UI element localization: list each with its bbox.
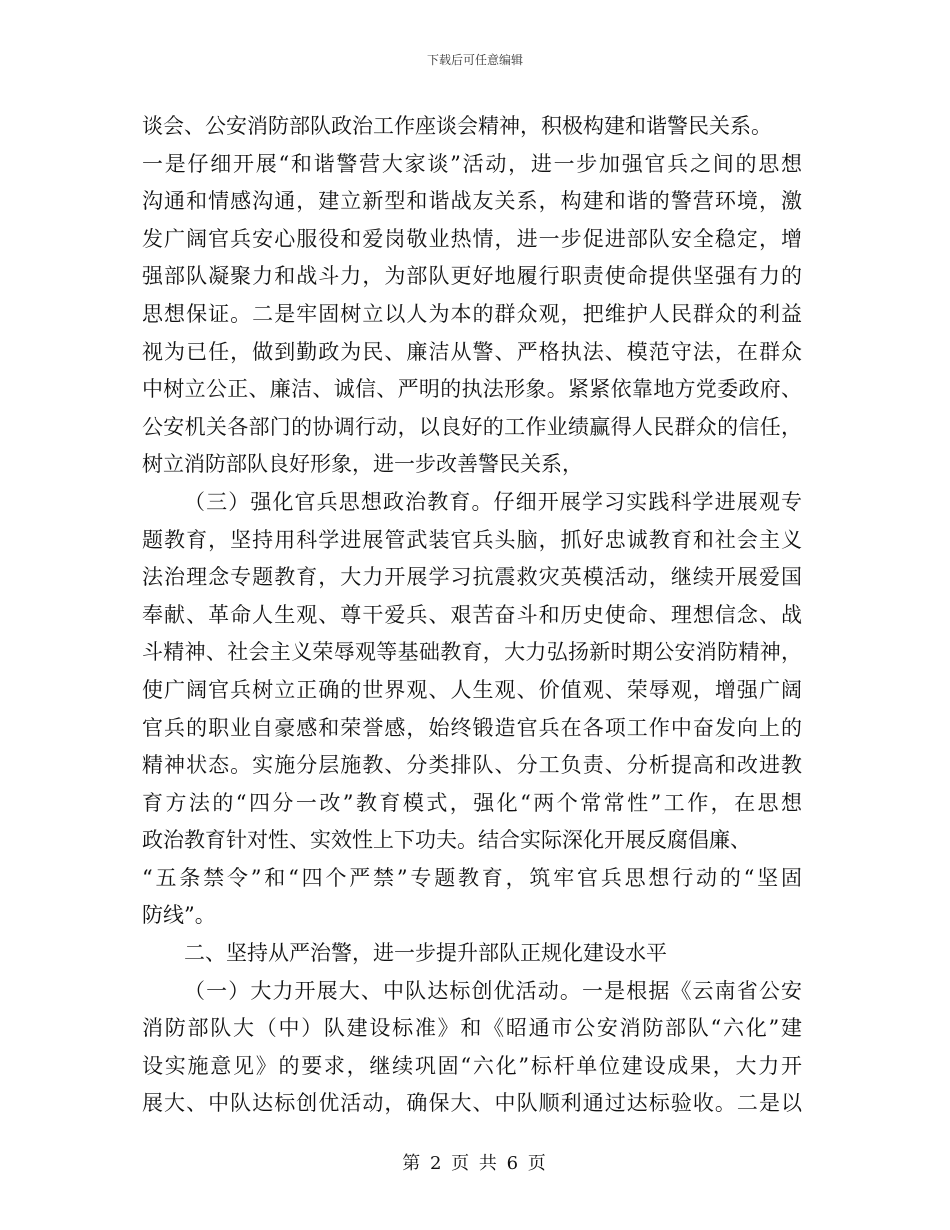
text-line: 奉献、革命人生观、尊干爱兵、艰苦奋斗和历史使命、理想信念、战: [142, 602, 802, 627]
text-line: 育方法的“四分一改”教育模式，强化“两个常常性”工作，在思想: [142, 790, 802, 815]
document-body: [142, 108, 802, 1123]
text-line: 公安机关各部门的协调行动，以良好的工作业绩赢得人民群众的信任，: [142, 414, 802, 439]
text-line: 一是仔细开展“和谐警营大家谈”活动，进一步加强官兵之间的思想: [142, 151, 802, 176]
text-line: 消防部队大（中）队建设标准》和《昭通市公安消防部队“六化”建: [142, 1016, 802, 1041]
text-line: （一）大力开展大、中队达标创优活动。一是根据《云南省公安: [184, 978, 802, 1003]
text-line: （三）强化官兵思想政治教育。仔细开展学习实践科学进展观专: [184, 489, 802, 514]
text-line: 官兵的职业自豪感和荣誉感，始终锻造官兵在各项工作中奋发向上的: [142, 715, 802, 740]
text-line: 设实施意见》的要求，继续巩固“六化”标杆单位建设成果，大力开: [142, 1053, 802, 1078]
text-line: 使广阔官兵树立正确的世界观、人生观、价值观、荣辱观，增强广阔: [142, 677, 802, 702]
page-number-footer: 第 2 页 共 6 页: [402, 1153, 548, 1174]
text-line: 强部队凝聚力和战斗力，为部队更好地履行职责使命提供坚强有力的: [142, 264, 802, 289]
text-line: 二、坚持从严治警，进一步提升部队正规化建设水平: [184, 941, 667, 966]
text-line: 思想保证。二是牢固树立以人为本的群众观，把维护人民群众的利益: [142, 301, 802, 326]
text-line: “五条禁令”和“四个严禁”专题教育，筑牢官兵思想行动的“坚固: [142, 865, 802, 890]
text-line: 防线”。: [142, 903, 216, 928]
text-line: 沟通和情感沟通，建立新型和谐战友关系，构建和谐的警营环境，激: [142, 189, 802, 214]
text-line: 视为已任，做到勤政为民、廉洁从警、严格执法、模范守法，在群众: [142, 339, 802, 364]
text-line: 政治教育针对性、实效性上下功夫。结合实际深化开展反腐倡廉、: [142, 828, 751, 853]
text-line: 法治理念专题教育，大力开展学习抗震救灾英模活动，继续开展爱国: [142, 565, 802, 590]
text-line: 谈会、公安消防部队政治工作座谈会精神，积极构建和谐警民关系。: [142, 114, 772, 138]
text-line: 题教育，坚持用科学进展管武装官兵头脑，抓好忠诚教育和社会主义: [142, 527, 802, 552]
text-line: 树立消防部队良好形象，进一步改善警民关系，: [142, 452, 583, 477]
text-line: 斗精神、社会主义荣辱观等基础教育，大力弘扬新时期公安消防精神，: [142, 640, 802, 665]
text-line: 展大、中队达标创优活动，确保大、中队顺利通过达标验收。二是以: [142, 1091, 802, 1116]
text-line: 中树立公正、廉洁、诚信、严明的执法形象。紧紧依靠地方党委政府、: [142, 377, 802, 402]
text-line: 精神状态。实施分层施教、分类排队、分工负责、分析提高和改进教: [142, 753, 802, 778]
page-header: 下载后可任意编辑: [426, 53, 523, 67]
text-line: 发广阔官兵安心服役和爱岗敬业热情，进一步促进部队安全稳定，增: [142, 226, 802, 251]
